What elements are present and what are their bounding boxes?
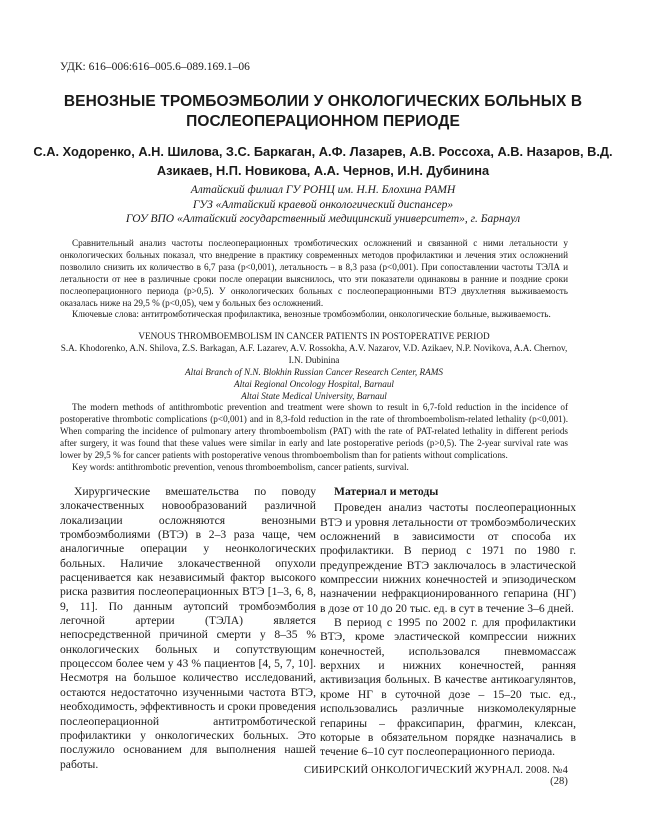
body-column-right [320,485,576,760]
keywords-en: Key words: antithrombotic prevention, venous thromboembolism, cancer patients, survival. [72,461,409,472]
affiliation-line: ГОУ ВПО «Алтайский государственный медицинский университет», г. Барнаул [125,213,521,225]
keywords-ru: Ключевые слова: антитромботическая профилактика, венозные тромбоэмболии, онкологические больные, выживаемость. [72,309,551,320]
body-paragraph: В период с 1995 по 2002 г. для профилактики ВТЭ, кроме эластической компрессии нижних конечностей, использовался пневмомассаж верхних и нижних конечностей, ранняя активизация больных. В качестве антикоагулянтов, кроме НГ в суточной дозе – 15–20 тыс. ед., использовались различные низкомолекулярные гепарины – фраксипарин, фрагмин, клексан, которые в обязательном порядке назначались в течение 6–10 сут послеоперационного периода. [320,616,576,759]
article-title: ВЕНОЗНЫЕ ТРОМБОЭМБОЛИИ У ОНКОЛОГИЧЕСКИХ БОЛЬНЫХ В ПОСЛЕОПЕРАЦИОННОМ ПЕРИОДЕ [63,93,583,130]
section-heading: Материал и методы [334,485,439,498]
abstract-ru-text: Сравнительный анализ частоты послеоперационных тромботических осложнений и связанной с ними летальности у онкологических больных показал, что внедрение в практику современных методов профилактики и лечения этих осложнений позволило снизить их количество в 6,7 раза (р<0,001), летальность – в 8,3 раза (р<0,001). При сопоставлении частоты ТЭЛА и летальности от нее в различные сроки после операции выяснилось, что эти показатели одинаковы в ранние и поздние сроки послеоперационного периода (р>0,5). У онкологических больных с послеоперационными ВТЭ двухлетняя выживаемость оказалась ниже на 29,5 % (р<0,05), чем у больных без осложнений. [60,238,568,308]
affiliation-line: Алтайский филиал ГУ РОНЦ им. Н.Н. Блохина РАМН [190,184,456,196]
affiliation-en: Altai State Medical University, Barnaul [241,390,387,401]
body-paragraph: Хирургические вмешательства по поводу злокачественных новообразований различной локализации осложняются венозными тромбоэмболиями (ВТЭ) в 2–3 раза чаще, чем аналогичные операции у неонкологических больных. Наличие злокачественной опухоли расценивается как независимый фактор высокого риска развития послеоперационных ВТЭ [1–3, 6, 8, 9, 11]. По данным аутопсий тромбоэмболия легочной артерии (ТЭЛА) является непосредственной причиной смерти у 8–35 % онкологических больных и сопутствующим процессом более чем у 43 % пациентов [4, 5, 7, 10]. Несмотря на большое количество исследований, остаются недостаточно изученными частота ВТЭ, необходимость, эффективность и сроки проведения послеоперационной антитромботической профилактики у онкологических больных. Это послужило основанием для выполнения нашей работы. [60,485,316,771]
affiliation-en: Altai Regional Oncology Hospital, Barnaul [233,378,394,389]
journal-footer: СИБИРСКИЙ ОНКОЛОГИЧЕСКИЙ ЖУРНАЛ. 2008. №4 (28) [303,765,568,787]
affiliation-line: ГУЗ «Алтайский краевой онкологический диспансер» [192,198,454,211]
affiliations [40,183,606,227]
abstract-en-block [60,331,568,474]
authors-en: S.A. Khodorenko, A.N. Shilova, Z.S. Barkagan, A.F. Lazarev, A.V. Rossokha, A.V. Nazarov, V.D. Azikaev, N.P. Novikova, A.A. Chernov, I.N. Dubinina [60,342,568,365]
authors-list: С.А. Ходоренко, А.Н. Шилова, З.С. Баркаган, А.Ф. Лазарев, А.В. Россоха, А.В. Назаров, В.Д. Азикаев, Н.П. Новикова, А.А. Чернов, И.Н. Дубинина [33,144,613,178]
body-paragraph: Проведен анализ частоты послеоперационных ВТЭ и уровня летальности от тромбоэмболических осложнений в зависимости от способа их профилактики. В период с 1971 по 1980 г. предупреждение ВТЭ заключалось в эластической компрессии нижних конечностей и эпизодическом назначении нефракционированного гепарина (НГ) в дозе от 10 до 20 тыс. ед. в сут в течение 3–6 дней. [320,501,576,615]
body-column-left [60,485,316,772]
abstract-en-text: The modern methods of antithrombotic prevention and treatment were shown to result in 6,7-fold reduction in the incidence of postoperative thrombotic complications (p<0,001) and in 8,3-fold reduction in the rate of thromboembolism-related lethality (p<0,001). When comparing the incidence of pulmonary artery thromboembolism (PAT) with the rate of PAT-related lethality in different periods after surgery, it was found that these values were similar in early and late postoperative periods (p>0,5). The 2-year survival rate was lower by 29,5 % for cancer patients with postoperative venous thromboembolism than for patients without complications. [60,402,568,461]
udk-code: УДК: 616–006:616–005.6–089.169.1–06 [60,61,250,73]
affiliation-en: Altai Branch of N.N. Blokhin Russian Cancer Research Center, RAMS [185,366,443,377]
abstract-ru [60,238,568,321]
title-en: VENOUS THROMBOEMBOLISM IN CANCER PATIENTS IN POSTOPERATIVE PERIOD [138,331,490,341]
